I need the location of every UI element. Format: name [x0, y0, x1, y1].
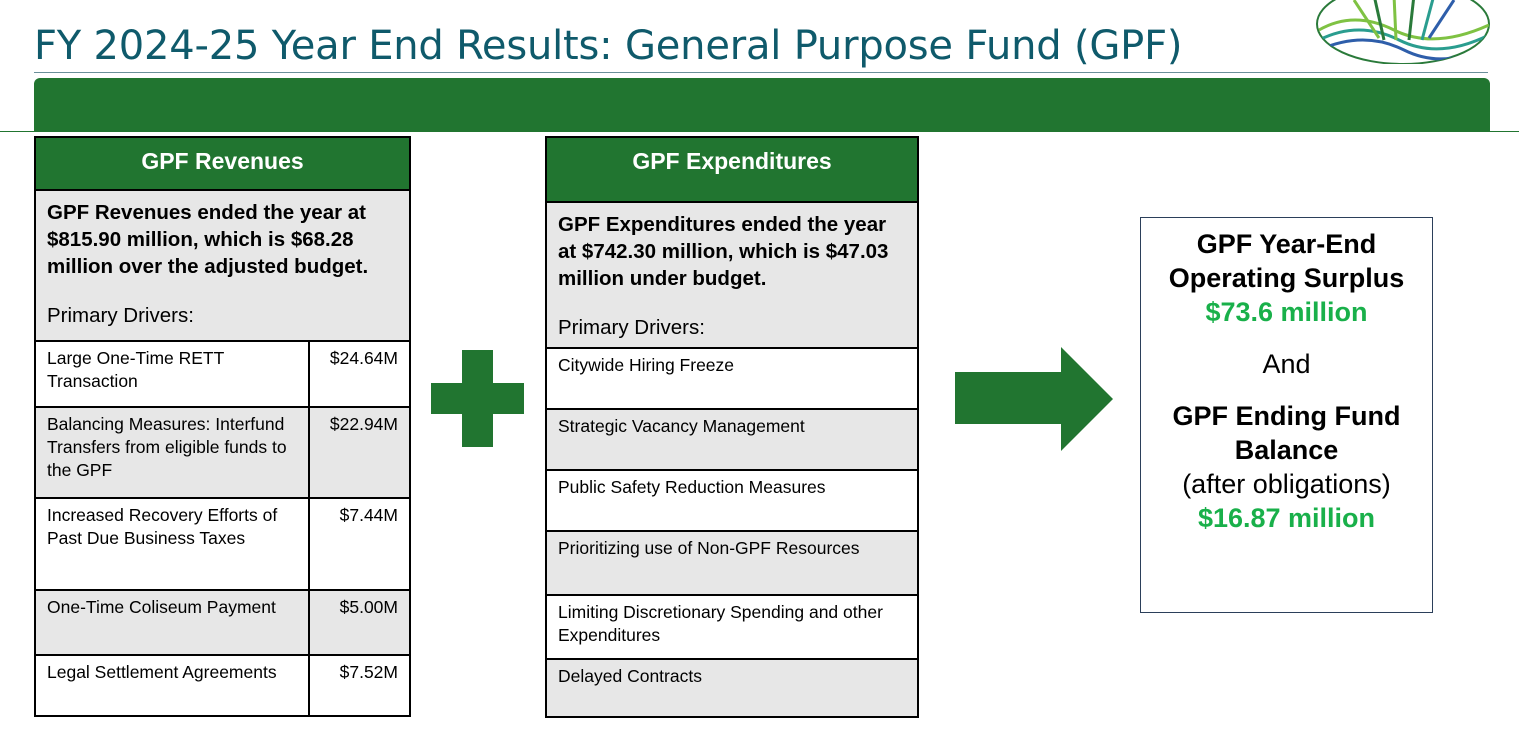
list-item: Citywide Hiring Freeze: [547, 347, 917, 408]
plus-icon: [431, 350, 524, 447]
driver-value: $7.52M: [308, 656, 409, 715]
revenues-table: [34, 136, 411, 717]
driver-label: One-Time Coliseum Payment: [47, 597, 276, 617]
driver-label: Legal Settlement Agreements: [47, 662, 277, 682]
table-row: [36, 406, 409, 497]
table-row: [36, 589, 409, 654]
list-item: Public Safety Reduction Measures: [547, 469, 917, 530]
expenditures-summary: [547, 203, 917, 347]
table-row: [36, 340, 409, 406]
revenues-summary-text: GPF Revenues ended the year at $815.90 million, which is $68.28 million over the adjusted budget.: [47, 201, 369, 278]
revenues-summary: [36, 191, 409, 340]
fund-balance-title: GPF Ending Fund Balance: [1172, 401, 1401, 465]
right-arrow-icon: [955, 347, 1113, 451]
list-item: Delayed Contracts: [547, 658, 917, 716]
revenues-header: GPF Revenues: [36, 138, 409, 191]
driver-value: $5.00M: [308, 591, 409, 654]
fund-balance-note: (after obligations): [1182, 469, 1391, 499]
surplus-value: $73.6 million: [1205, 297, 1368, 327]
page-title: FY 2024-25 Year End Results: General Purpose Fund (GPF): [34, 23, 1183, 69]
list-item: Limiting Discretionary Spending and other Expenditures: [547, 594, 917, 658]
expenditures-header: GPF Expenditures: [547, 138, 917, 203]
driver-value: $22.94M: [308, 408, 409, 497]
list-item: Prioritizing use of Non-GPF Resources: [547, 530, 917, 594]
driver-label: Large One-Time RETT Transaction: [47, 348, 224, 391]
driver-label: Balancing Measures: Interfund Transfers from eligible funds to the GPF: [47, 414, 287, 480]
table-row: [36, 654, 409, 715]
list-item: Strategic Vacancy Management: [547, 408, 917, 469]
result-summary-box: [1140, 217, 1433, 613]
table-row: [36, 497, 409, 589]
expenditures-summary-text: GPF Expenditures ended the year at $742.30 million, which is $47.03 million under budget.: [558, 213, 889, 290]
oak-tree-logo: [1314, 0, 1492, 64]
expenditures-table: [545, 136, 919, 718]
driver-label: Increased Recovery Efforts of Past Due Business Taxes: [47, 505, 278, 548]
banner-divider: [0, 131, 1519, 132]
connector-text: And: [1262, 349, 1311, 379]
driver-value: $24.64M: [308, 342, 409, 406]
section-banner: [34, 78, 1490, 131]
expenditures-drivers-label: Primary Drivers:: [558, 316, 705, 339]
driver-value: $7.44M: [308, 499, 409, 589]
title-divider: [34, 72, 1488, 73]
revenues-drivers-label: Primary Drivers:: [47, 304, 194, 327]
fund-balance-value: $16.87 million: [1197, 503, 1376, 533]
surplus-title: GPF Year-End Operating Surplus: [1168, 229, 1405, 293]
